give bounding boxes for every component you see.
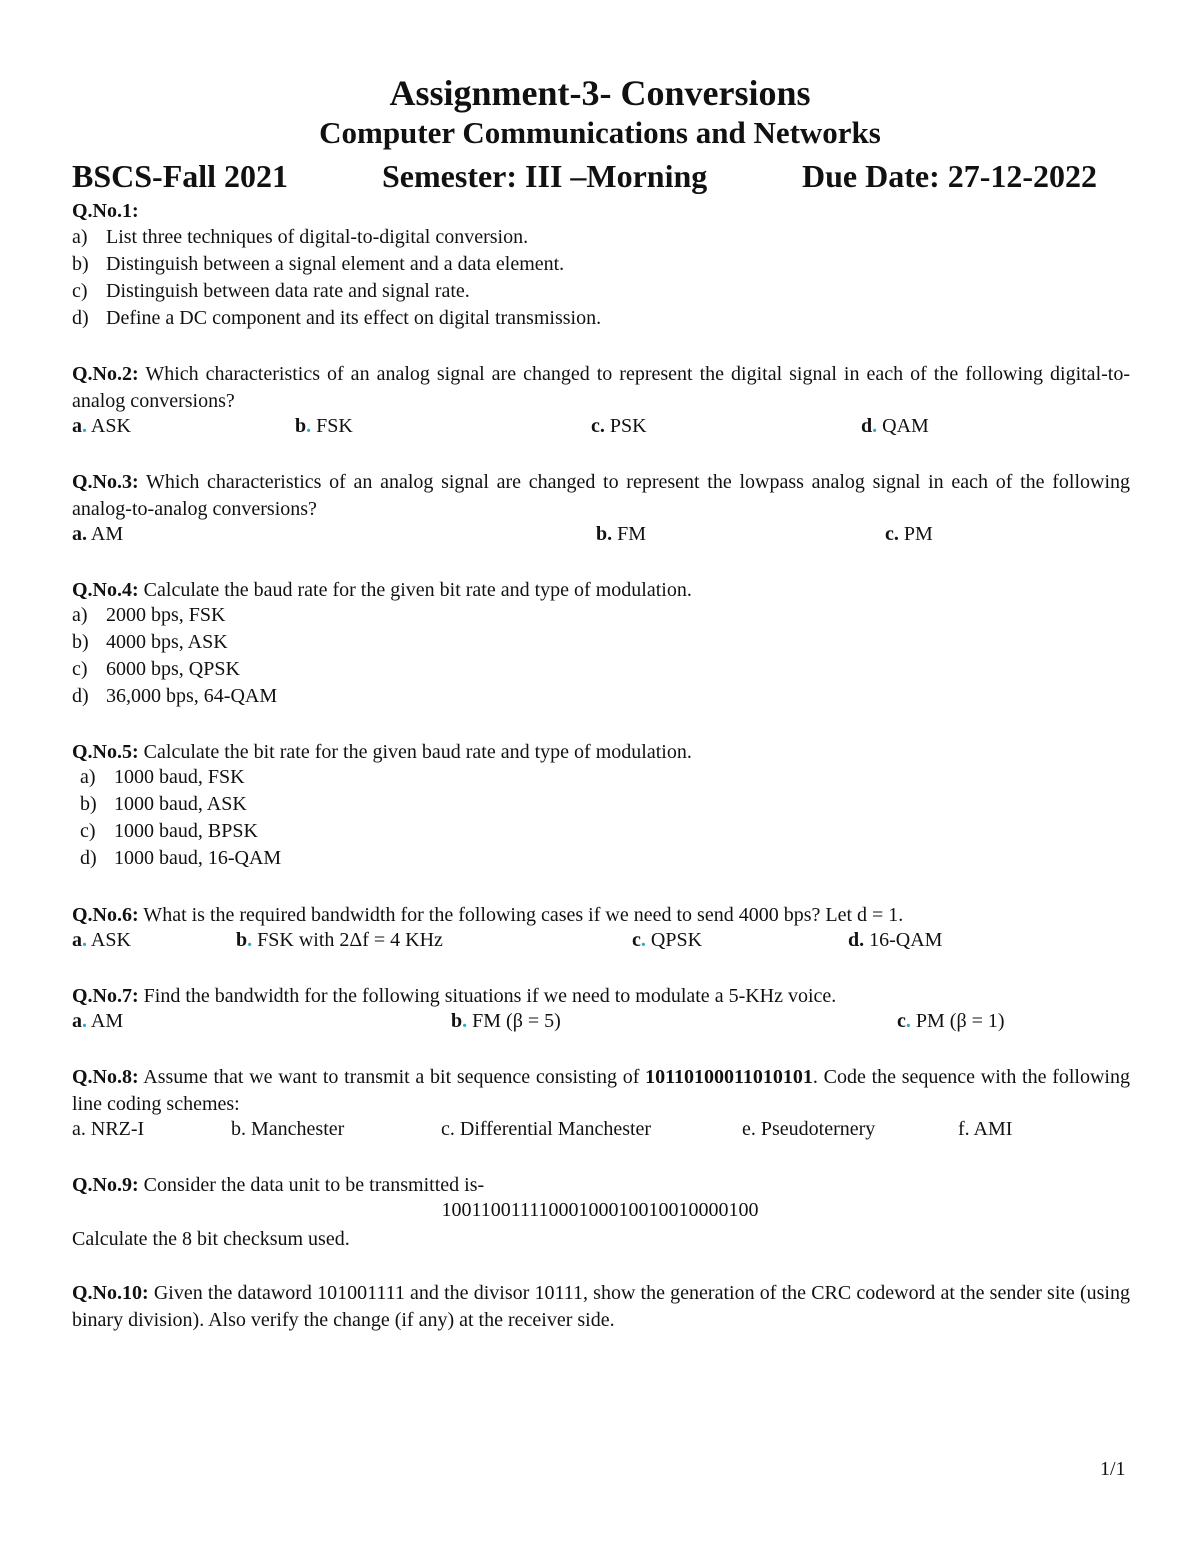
due-date-label: Due Date: 27-12-2022 [802, 158, 1098, 194]
q3-text: Q.No.3: Which characteristics of an analog signal are changed to represent the lowpass analog signal in each of the following analog-to-analog conversions? [72, 471, 1130, 520]
list-item: b) 1000 baud, ASK [80, 793, 247, 815]
option-item: b. FSK [295, 415, 353, 437]
option-item: e. Pseudoternery [742, 1118, 876, 1140]
q1-label: Q.No.1: [72, 200, 139, 222]
q10-text: Q.No.10: Given the dataword 101001111 and the divisor 10111, show the generation of the CRC codeword at the sender site (using binary division). Also verify the change (if any) at the receiver side. [72, 1282, 1130, 1331]
option-item: c. PSK [591, 415, 647, 437]
option-item: a. AM [72, 523, 124, 545]
list-item: c) Distinguish between data rate and signal rate. [72, 280, 470, 302]
option-item: a. AM [72, 1010, 124, 1032]
option-item: b. Manchester [231, 1118, 345, 1140]
list-item: a) 2000 bps, FSK [72, 604, 226, 626]
option-item: b. FSK with 2Δf = 4 KHz [236, 929, 443, 951]
option-item: a. ASK [72, 929, 131, 951]
option-item: d. QAM [861, 415, 929, 437]
list-item: c) 6000 bps, QPSK [72, 658, 240, 680]
q9-text: Q.No.9: Consider the data unit to be transmitted is- [72, 1174, 485, 1196]
q9-data-unit: 10011001111000100010010010000100 [441, 1199, 759, 1221]
q4-text: Q.No.4: Calculate the baud rate for the given bit rate and type of modulation. [72, 579, 692, 601]
page-number: 1/1 [1100, 1458, 1126, 1480]
option-item: d. 16-QAM [848, 929, 943, 951]
list-item: b) Distinguish between a signal element and a data element. [72, 253, 565, 275]
list-item: a) 1000 baud, FSK [80, 766, 245, 788]
page-title: Assignment-3- Conversions [389, 73, 811, 113]
q9-instruction: Calculate the 8 bit checksum used. [72, 1228, 350, 1250]
option-item: c. PM [885, 523, 933, 545]
list-item: b) 4000 bps, ASK [72, 631, 228, 653]
q5-text: Q.No.5: Calculate the bit rate for the given baud rate and type of modulation. [72, 741, 692, 763]
q7-text: Q.No.7: Find the bandwidth for the following situations if we need to modulate a 5-KHz voice. [72, 985, 837, 1007]
option-item: b. FM (β = 5) [451, 1010, 561, 1032]
list-item: d) 1000 baud, 16-QAM [80, 847, 282, 869]
q8-text: Q.No.8: Assume that we want to transmit a bit sequence consisting of 10110100011010101. Code the sequence with the following line coding schemes: [72, 1066, 1130, 1115]
q2-text: Q.No.2: Which characteristics of an analog signal are changed to represent the digital signal in each of the following digital-to-analog conversions? [72, 363, 1130, 412]
option-item: a. NRZ-I [72, 1118, 145, 1140]
list-item: d) 36,000 bps, 64-QAM [72, 685, 278, 707]
list-item: a) List three techniques of digital-to-digital conversion. [72, 226, 529, 248]
option-item: a. ASK [72, 415, 131, 437]
option-item: c. Differential Manchester [441, 1118, 652, 1140]
list-item: d) Define a DC component and its effect on digital transmission. [72, 307, 602, 329]
option-item: c. QPSK [632, 929, 703, 951]
semester-label: Semester: III –Morning [382, 158, 708, 194]
course-title: Computer Communications and Networks [319, 115, 881, 150]
program-label: BSCS-Fall 2021 [72, 158, 289, 194]
option-item: c. PM (β = 1) [897, 1010, 1005, 1032]
q6-text: Q.No.6: What is the required bandwidth for the following cases if we need to send 4000 bps? Let d = 1. [72, 904, 904, 926]
list-item: c) 1000 baud, BPSK [80, 820, 258, 842]
option-item: b. FM [596, 523, 647, 545]
option-item: f. AMI [958, 1118, 1013, 1140]
